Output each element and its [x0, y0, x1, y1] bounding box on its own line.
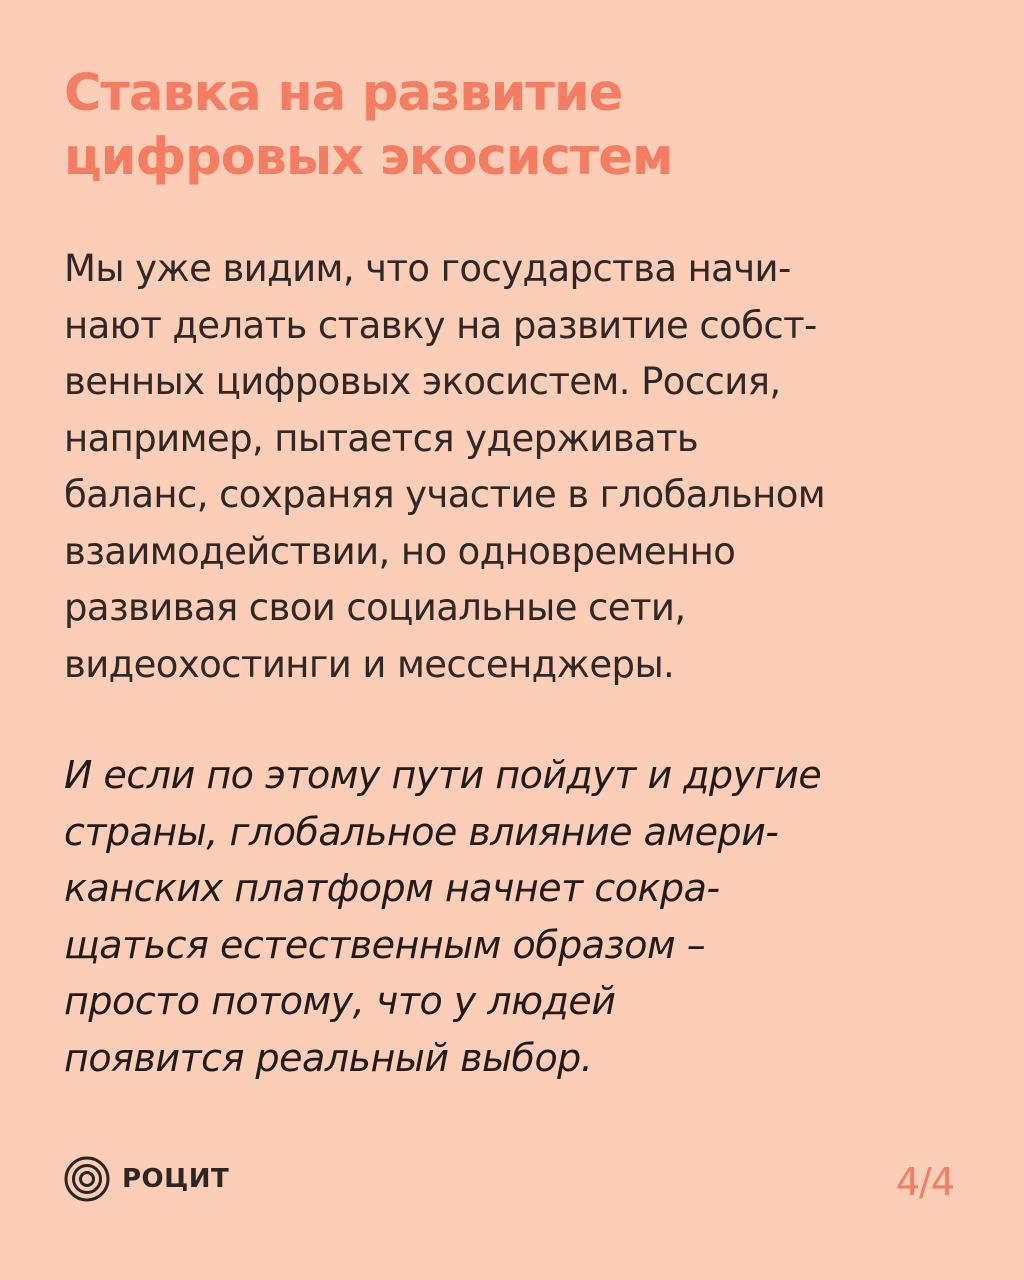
body-line: Мы уже видим, что государства начи-: [64, 247, 791, 290]
body-line: нают делать ставку на развитие собст-: [64, 303, 817, 347]
quote-line: страны, глобальное влияние амери-: [64, 809, 779, 854]
concentric-circles-icon: [64, 1156, 110, 1202]
body-line: баланс, сохраняя участие в глобальном: [64, 473, 826, 516]
quote-line: канских платформ начнет сокра-: [64, 866, 720, 910]
conclusion-paragraph: [64, 747, 821, 1086]
quote-line: щаться естественным образом –: [64, 922, 706, 967]
title-line: цифровых экосистем: [64, 128, 673, 187]
body-line: развивая свои социальные сети,: [64, 586, 686, 629]
quote-line: просто потому, что у людей: [64, 979, 616, 1023]
quote-line: появится реальный выбор.: [64, 1035, 593, 1080]
brand-logo: [64, 1156, 229, 1202]
quote-line: И если по этому пути пойдут и другие: [64, 753, 822, 797]
body-line: венных цифровых экосистем. Россия,: [64, 360, 781, 403]
body-line: видеохостинги и мессенджеры.: [64, 642, 675, 686]
body-line: например, пытается удерживать: [64, 416, 699, 460]
slide-title: [64, 62, 673, 190]
body-line: взаимодействии, но одновременно: [64, 529, 736, 573]
title-line: Ставка на развитие: [64, 64, 623, 123]
brand-name: РОЦИТ: [122, 1164, 230, 1194]
body-paragraph: [64, 241, 825, 693]
page-indicator: 4/4: [895, 1160, 954, 1204]
